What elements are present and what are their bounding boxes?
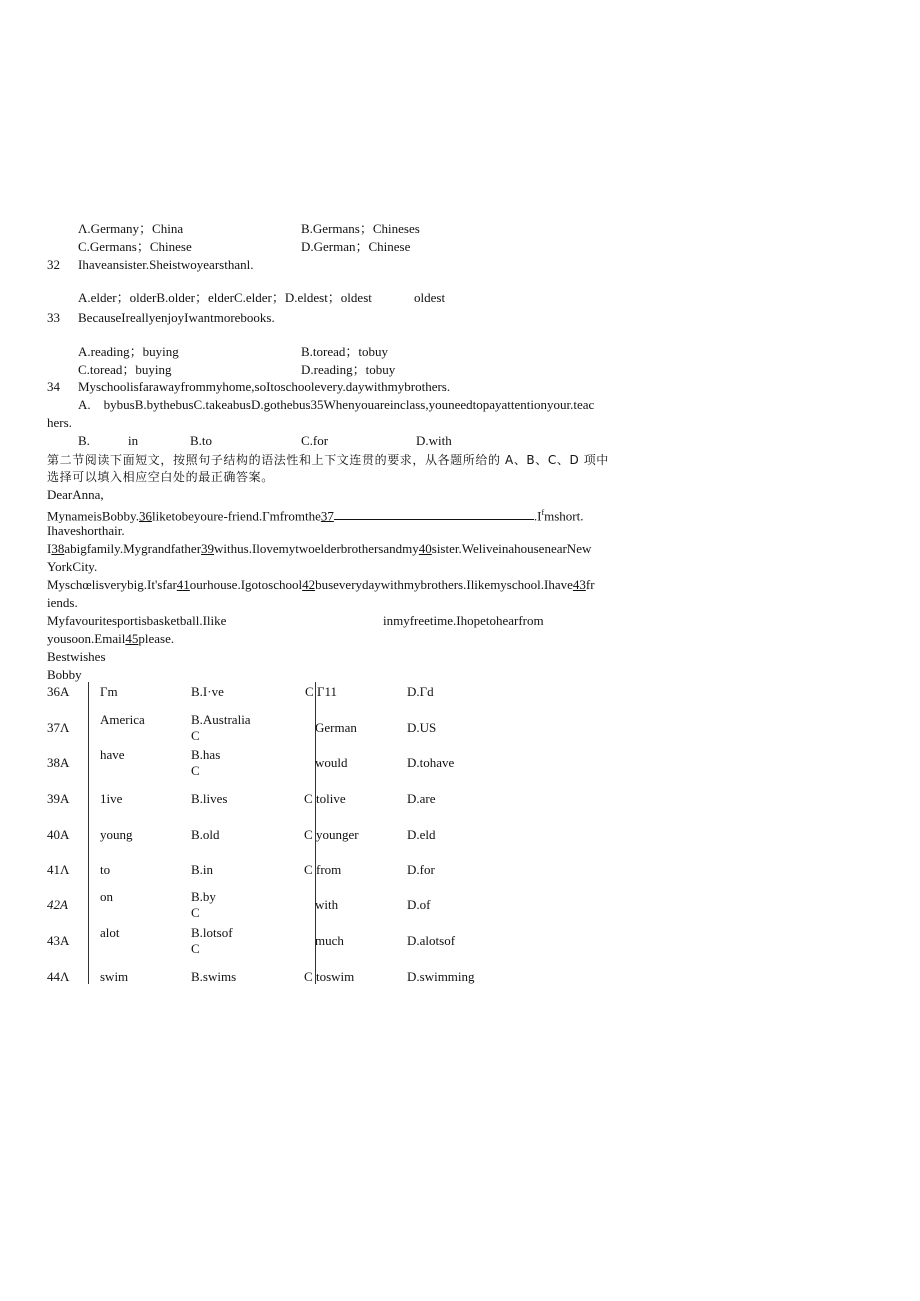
answer-36-c-label: C (305, 684, 314, 699)
blank-number-40: 40 (418, 541, 432, 556)
letter-greeting: DearAnna, (47, 487, 104, 502)
answer-43-b: B.lotsof (191, 925, 233, 940)
answer-39-a: 1ive (100, 791, 123, 806)
blank-number-38: 38 (51, 541, 65, 556)
q33-option-c: C.toread；buying (78, 362, 172, 377)
answer-36-d: D.Γd (407, 684, 434, 699)
answer-num-43: 43A (47, 933, 70, 948)
letter-text: Myschœlisverybig.It'sfar (47, 577, 177, 592)
answer-42-c-label: C (191, 905, 200, 920)
answer-44-d: D.swimming (407, 969, 475, 984)
q32-stem: Ihaveansister.Sheistwoyearsthanl. (78, 257, 254, 272)
answer-38-c-label: C (191, 763, 200, 778)
answer-40-c-label: C (304, 827, 313, 842)
q35-option-b-label: B. (78, 433, 90, 448)
answer-41-d: D.for (407, 862, 435, 877)
blank-number-39: 39 (201, 541, 215, 556)
q34-number: 34 (47, 379, 60, 394)
letter-text: liketobeyoure-friend.Γmfromthe (151, 508, 321, 524)
letter-text-free-time: inmyfreetime.Ihopetohearfrom (383, 613, 544, 628)
answer-num-44: 44Λ (47, 969, 70, 984)
answer-41-c: from (316, 862, 342, 877)
answer-44-b: B.swims (191, 969, 237, 984)
letter-text-sport: Myfavouritesportisbasketball.Ilike (47, 613, 227, 628)
answer-36-a: Γm (100, 684, 118, 699)
answer-37-c: German (315, 720, 357, 735)
answer-43-c-label: C (191, 941, 200, 956)
answer-39-c-label: C (304, 791, 313, 806)
q35-option-to: B.to (190, 433, 213, 448)
letter-text: buseverydaywithmybrothers.Ilikemyschool.Ihave (315, 577, 573, 592)
q33-stem: BecauseIreallyenjoyIwantmorebooks. (78, 310, 275, 325)
answer-41-b: B.in (191, 862, 214, 877)
answer-num-38: 38A (47, 755, 70, 770)
letter-paragraph-2 (47, 541, 591, 557)
q31-option-b: B.Germans；Chineses (301, 221, 420, 236)
letter-text: please. (138, 631, 175, 646)
blank-line-37 (334, 508, 534, 520)
answer-43-c: much (315, 933, 344, 948)
q33-option-b: B.toread；tobuy (301, 344, 389, 359)
answer-42-d: D.of (407, 897, 431, 912)
answer-num-36: 36A (47, 684, 70, 699)
letter-superscript: f (541, 508, 545, 517)
q34-stem: Myschoolisfarawayfrommyhome,soItoschoolevery.daywithmybrothers. (78, 379, 451, 394)
answer-37-d: D.US (407, 720, 437, 735)
blank-number-41: 41 (176, 577, 190, 592)
q33-option-d: D.reading；tobuy (301, 362, 396, 377)
q35-option-in: in (128, 433, 139, 448)
letter-text: ourhouse.Igotoschool (189, 577, 303, 592)
answer-42-c: with (315, 897, 339, 912)
blank-number-36: 36 (138, 508, 152, 524)
letter-paragraph-4-end (47, 631, 174, 647)
answer-38-a: have (100, 747, 125, 762)
answer-38-b: B.has (191, 747, 221, 762)
letter-paragraph-3 (47, 577, 595, 593)
answer-43-a: alot (100, 925, 120, 940)
q35-option-d: D.with (416, 433, 452, 448)
answer-44-c: toswim (316, 969, 355, 984)
answer-42-a: on (100, 889, 113, 904)
letter-text: yousoon.Email (47, 631, 126, 646)
answer-40-d: D.eld (407, 827, 436, 842)
answer-num-39: 39A (47, 791, 70, 806)
section2-instruction-line2: 选择可以填入相应空白处的最正确答案。 (47, 470, 274, 484)
answer-37-a: America (100, 712, 145, 727)
blank-number-42: 42 (302, 577, 316, 592)
section2-instruction-line1: 第二节阅读下面短文，按照句子结构的语法性和上下文连贯的要求，从各题所给的 A、B、C、D 项中 (47, 453, 609, 467)
answer-num-37: 37Λ (47, 720, 70, 735)
q31-option-d: D.German；Chinese (301, 239, 411, 254)
blank-number-43: 43 (572, 577, 586, 592)
letter-text-short-hair: Ihaveshorthair. (47, 523, 125, 538)
q35-option-c: C.for (301, 433, 329, 448)
letter-text: I (47, 541, 52, 556)
answer-39-b: B.lives (191, 791, 228, 806)
answer-38-d: D.tohave (407, 755, 455, 770)
letter-text: fr (585, 577, 595, 592)
answer-42-b: B.by (191, 889, 216, 904)
letter-text-friends: iends. (47, 595, 78, 610)
q32-option-extra: oldest (414, 290, 446, 305)
q32-number: 32 (47, 257, 60, 272)
answer-44-c-label: C (304, 969, 313, 984)
answer-37-b: B.Australia (191, 712, 251, 727)
answer-37-c-label: C (191, 728, 200, 743)
table-rule-left (88, 682, 89, 984)
q33-number: 33 (47, 310, 60, 325)
blank-number-45: 45 (125, 631, 139, 646)
answer-36-c: Γ11 (317, 684, 338, 699)
answer-num-41: 41Λ (47, 862, 70, 877)
q31-option-a: Λ.Germany；China (78, 221, 184, 236)
answer-41-a: to (100, 862, 111, 877)
q33-option-a: A.reading；buying (78, 344, 179, 359)
letter-text: MynameisBobby. (47, 508, 139, 524)
letter-text-new-york: YorkCity. (47, 559, 98, 574)
letter-text: withus.Ilovemytwoelderbrothersandmy (214, 541, 419, 556)
letter-closing: Bestwishes (47, 649, 106, 664)
letter-text: sister.WeliveinahousenearNew (431, 541, 592, 556)
letter-paragraph-1 (47, 505, 583, 524)
answer-39-d: D.are (407, 791, 436, 806)
q34-options-line2: hers. (47, 415, 72, 430)
answer-40-a: young (100, 827, 133, 842)
answer-num-42: 42A (47, 897, 68, 912)
answer-36-b: B.I·ve (191, 684, 224, 699)
answer-38-c: would (315, 755, 348, 770)
answer-44-a: swim (100, 969, 129, 984)
answer-40-b: B.old (191, 827, 220, 842)
answer-43-d: D.alotsof (407, 933, 456, 948)
answer-39-c: tolive (316, 791, 346, 806)
blank-number-37: 37 (320, 508, 334, 524)
letter-text: .I (533, 508, 542, 524)
q32-options: A.elder；olderB.older；elderC.elder；D.eldest；oldest (78, 290, 372, 305)
letter-text: mshort. (544, 508, 584, 524)
letter-signature: Bobby (47, 667, 82, 682)
answer-40-c: younger (316, 827, 359, 842)
q34-options-line1: A. bybusB.bythebusC.takeabusD.gothebus35Whenyouareinclass,youneedtopayattentionyour.teac (78, 397, 595, 412)
letter-text: abigfamily.Mygrandfather (64, 541, 202, 556)
answer-num-40: 40A (47, 827, 70, 842)
answer-41-c-label: C (304, 862, 313, 877)
q31-option-c: C.Germans；Chinese (78, 239, 192, 254)
